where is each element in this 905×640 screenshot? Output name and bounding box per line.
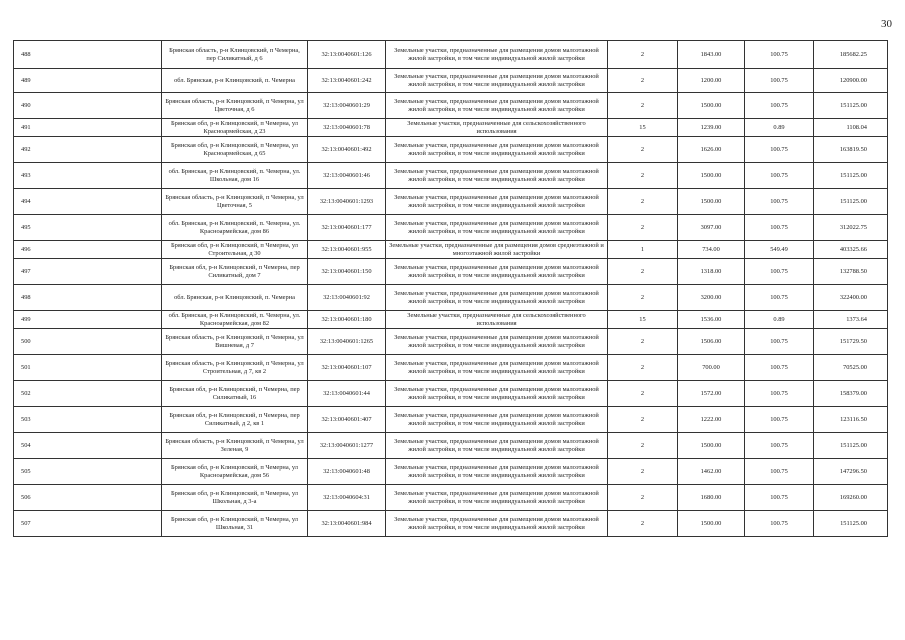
cadastral-value-cell: 151729.50 [814, 329, 888, 355]
row-number-cell: 496 [14, 241, 162, 259]
specific-value-cell: 0.89 [745, 119, 814, 137]
area-cell: 1500.00 [678, 93, 745, 119]
cadastral-number-cell: 32:13:0040601:1293 [308, 189, 386, 215]
category-code-cell: 2 [608, 137, 678, 163]
land-use-cell: Земельные участки, предназначенные для размещения домов малоэтажной жилой застройки, в том числе индивидуальной жилой застройки [386, 381, 608, 407]
category-code-cell: 2 [608, 93, 678, 119]
land-use-cell: Земельные участки, предназначенные для размещения домов среднеэтажной и многоэтажной жилой застройки [386, 241, 608, 259]
specific-value-cell: 100.75 [745, 459, 814, 485]
land-use-cell: Земельные участки, предназначенные для размещения домов малоэтажной жилой застройки, в том числе индивидуальной жилой застройки [386, 259, 608, 285]
land-use-cell: Земельные участки, предназначенные для размещения домов малоэтажной жилой застройки, в том числе индивидуальной жилой застройки [386, 329, 608, 355]
table-row [14, 93, 888, 119]
land-use-cell: Земельные участки, предназначенные для размещения домов малоэтажной жилой застройки, в том числе индивидуальной жилой застройки [386, 511, 608, 537]
cadastral-number-cell: 32:13:0040601:92 [308, 285, 386, 311]
land-registry-table [13, 40, 888, 537]
area-cell: 3200.00 [678, 285, 745, 311]
address-cell: обл. Брянская, р-н Клинцовский, п. Чемерна [162, 69, 308, 93]
cadastral-number-cell: 32:13:0040601:492 [308, 137, 386, 163]
area-cell: 1500.00 [678, 189, 745, 215]
address-cell: Брянская обл, р-н Клинцовский, п Чемерна, ул Красноармейская, д 65 [162, 137, 308, 163]
specific-value-cell: 100.75 [745, 355, 814, 381]
address-cell: Брянская обл, р-н Клинцовский, п Чемерна, пер Силикатный, 16 [162, 381, 308, 407]
specific-value-cell: 100.75 [745, 381, 814, 407]
specific-value-cell: 100.75 [745, 407, 814, 433]
table-row [14, 459, 888, 485]
row-number-cell: 498 [14, 285, 162, 311]
land-use-cell: Земельные участки, предназначенные для размещения домов малоэтажной жилой застройки, в том числе индивидуальной жилой застройки [386, 285, 608, 311]
area-cell: 1462.00 [678, 459, 745, 485]
table-row [14, 381, 888, 407]
address-cell: обл. Брянская, р-н Клинцовский, п. Чемерна, ул. Школьная, дом 16 [162, 163, 308, 189]
land-use-cell: Земельные участки, предназначенные для размещения домов малоэтажной жилой застройки, в том числе индивидуальной жилой застройки [386, 485, 608, 511]
category-code-cell: 2 [608, 285, 678, 311]
area-cell: 1318.00 [678, 259, 745, 285]
category-code-cell: 2 [608, 189, 678, 215]
row-number-cell: 505 [14, 459, 162, 485]
land-use-cell: Земельные участки, предназначенные для размещения домов малоэтажной жилой застройки, в том числе индивидуальной жилой застройки [386, 355, 608, 381]
category-code-cell: 2 [608, 41, 678, 69]
category-code-cell: 2 [608, 69, 678, 93]
specific-value-cell: 0.89 [745, 311, 814, 329]
land-use-cell: Земельные участки, предназначенные для размещения домов малоэтажной жилой застройки, в том числе индивидуальной жилой застройки [386, 69, 608, 93]
table-row [14, 189, 888, 215]
cadastral-value-cell: 151125.00 [814, 433, 888, 459]
table-row [14, 311, 888, 329]
table-row [14, 241, 888, 259]
cadastral-number-cell: 32:13:0040601:1265 [308, 329, 386, 355]
specific-value-cell: 100.75 [745, 69, 814, 93]
address-cell: Брянская область, р-н Клинцовский, п Чемерна, ул Цветочная, д 6 [162, 93, 308, 119]
row-number-cell: 488 [14, 41, 162, 69]
address-cell: Брянская обл, р-н Клинцовский, п Чемерна, ул Школьная, 31 [162, 511, 308, 537]
address-cell: Брянская обл, р-н Клинцовский, п Чемерна, ул Красноармейская, дом 56 [162, 459, 308, 485]
cadastral-number-cell: 32:13:0040601:48 [308, 459, 386, 485]
cadastral-value-cell: 151125.00 [814, 511, 888, 537]
category-code-cell: 1 [608, 241, 678, 259]
row-number-cell: 495 [14, 215, 162, 241]
cadastral-number-cell: 32:13:0040601:29 [308, 93, 386, 119]
cadastral-number-cell: 32:13:0040601:242 [308, 69, 386, 93]
table-row [14, 433, 888, 459]
row-number-cell: 500 [14, 329, 162, 355]
cadastral-value-cell: 151125.00 [814, 93, 888, 119]
category-code-cell: 2 [608, 259, 678, 285]
cadastral-value-cell: 312022.75 [814, 215, 888, 241]
address-cell: Брянская область, р-н Клинцовский, п Чемерна, ул Строительная, д 7, кв 2 [162, 355, 308, 381]
land-use-cell: Земельные участки, предназначенные для размещения домов малоэтажной жилой застройки, в том числе индивидуальной жилой застройки [386, 215, 608, 241]
address-cell: обл. Брянская, р-н Клинцовский, п. Чемерна, ул. Красноармейская, дом 86 [162, 215, 308, 241]
specific-value-cell: 100.75 [745, 215, 814, 241]
address-cell: Брянская обл, р-н Клинцовский, п Чемерна, ул Школьная, д 3-а [162, 485, 308, 511]
land-use-cell: Земельные участки, предназначенные для размещения домов малоэтажной жилой застройки, в том числе индивидуальной жилой застройки [386, 137, 608, 163]
specific-value-cell: 549.49 [745, 241, 814, 259]
row-number-cell: 490 [14, 93, 162, 119]
cadastral-value-cell: 123116.50 [814, 407, 888, 433]
cadastral-value-cell: 120900.00 [814, 69, 888, 93]
cadastral-number-cell: 32:13:0040601:180 [308, 311, 386, 329]
address-cell: обл. Брянская, р-н Клинцовский, п. Чемерна, ул. Красноармейская, дом 82 [162, 311, 308, 329]
specific-value-cell: 100.75 [745, 93, 814, 119]
specific-value-cell: 100.75 [745, 329, 814, 355]
specific-value-cell: 100.75 [745, 137, 814, 163]
table-row [14, 163, 888, 189]
cadastral-number-cell: 32:13:0040601:177 [308, 215, 386, 241]
area-cell: 1680.00 [678, 485, 745, 511]
cadastral-value-cell: 151125.00 [814, 189, 888, 215]
address-cell: Брянская обл, р-н Клинцовский, п Чемерна, ул Строительная, д 30 [162, 241, 308, 259]
table-row [14, 285, 888, 311]
address-cell: Брянская обл, р-н Клинцовский, п Чемерна, пер Силикатный, дом 7 [162, 259, 308, 285]
cadastral-value-cell: 151125.00 [814, 163, 888, 189]
cadastral-value-cell: 158379.00 [814, 381, 888, 407]
table-row [14, 407, 888, 433]
land-use-cell: Земельные участки, предназначенные для сельскохозяйственного использования [386, 311, 608, 329]
cadastral-value-cell: 322400.00 [814, 285, 888, 311]
area-cell: 1500.00 [678, 433, 745, 459]
table-row [14, 511, 888, 537]
specific-value-cell: 100.75 [745, 189, 814, 215]
category-code-cell: 2 [608, 381, 678, 407]
cadastral-value-cell: 163819.50 [814, 137, 888, 163]
land-use-cell: Земельные участки, предназначенные для размещения домов малоэтажной жилой застройки, в том числе индивидуальной жилой застройки [386, 407, 608, 433]
row-number-cell: 492 [14, 137, 162, 163]
address-cell: Брянская область, р-н Клинцовский, п Чемерна, пер Силикатный, д 6 [162, 41, 308, 69]
area-cell: 1500.00 [678, 511, 745, 537]
cadastral-number-cell: 32:13:0040601:126 [308, 41, 386, 69]
table-row [14, 355, 888, 381]
cadastral-number-cell: 32:13:0040601:407 [308, 407, 386, 433]
row-number-cell: 506 [14, 485, 162, 511]
row-number-cell: 494 [14, 189, 162, 215]
specific-value-cell: 100.75 [745, 259, 814, 285]
area-cell: 3097.00 [678, 215, 745, 241]
area-cell: 1200.00 [678, 69, 745, 93]
cadastral-number-cell: 32:13:0040601:150 [308, 259, 386, 285]
table-row [14, 329, 888, 355]
category-code-cell: 15 [608, 119, 678, 137]
category-code-cell: 2 [608, 355, 678, 381]
category-code-cell: 2 [608, 511, 678, 537]
category-code-cell: 2 [608, 329, 678, 355]
area-cell: 1222.00 [678, 407, 745, 433]
area-cell: 1506.00 [678, 329, 745, 355]
row-number-cell: 503 [14, 407, 162, 433]
area-cell: 1536.00 [678, 311, 745, 329]
cadastral-number-cell: 32:13:0040601:78 [308, 119, 386, 137]
cadastral-value-cell: 1108.04 [814, 119, 888, 137]
specific-value-cell: 100.75 [745, 41, 814, 69]
specific-value-cell: 100.75 [745, 511, 814, 537]
address-cell: Брянская обл, р-н Клинцовский, п Чемерна, ул Красноармейская, д 23 [162, 119, 308, 137]
row-number-cell: 504 [14, 433, 162, 459]
cadastral-value-cell: 1373.64 [814, 311, 888, 329]
specific-value-cell: 100.75 [745, 163, 814, 189]
address-cell: Брянская область, р-н Клинцовский, п Чемерна, ул Цветочная, 5 [162, 189, 308, 215]
area-cell: 1239.00 [678, 119, 745, 137]
category-code-cell: 2 [608, 163, 678, 189]
cadastral-value-cell: 70525.00 [814, 355, 888, 381]
cadastral-value-cell: 403325.66 [814, 241, 888, 259]
specific-value-cell: 100.75 [745, 485, 814, 511]
row-number-cell: 493 [14, 163, 162, 189]
cadastral-value-cell: 185682.25 [814, 41, 888, 69]
address-cell: Брянская область, р-н Клинцовский, п Чемерна, ул Вишневая, д 7 [162, 329, 308, 355]
row-number-cell: 502 [14, 381, 162, 407]
cadastral-value-cell: 147296.50 [814, 459, 888, 485]
area-cell: 700.00 [678, 355, 745, 381]
category-code-cell: 2 [608, 215, 678, 241]
land-use-cell: Земельные участки, предназначенные для размещения домов малоэтажной жилой застройки, в том числе индивидуальной жилой застройки [386, 163, 608, 189]
table-row [14, 215, 888, 241]
row-number-cell: 507 [14, 511, 162, 537]
table-body [14, 41, 888, 537]
cadastral-number-cell: 32:13:0040601:984 [308, 511, 386, 537]
address-cell: Брянская область, р-н Клинцовский, п Чемерна, ул Зеленая, 9 [162, 433, 308, 459]
cadastral-value-cell: 169260.00 [814, 485, 888, 511]
cadastral-number-cell: 32:13:0040601:955 [308, 241, 386, 259]
table-row [14, 69, 888, 93]
area-cell: 1843.00 [678, 41, 745, 69]
specific-value-cell: 100.75 [745, 285, 814, 311]
row-number-cell: 497 [14, 259, 162, 285]
category-code-cell: 2 [608, 485, 678, 511]
cadastral-number-cell: 32:13:0040601:44 [308, 381, 386, 407]
cadastral-number-cell: 32:13:0040601:46 [308, 163, 386, 189]
cadastral-number-cell: 32:13:0040601:1277 [308, 433, 386, 459]
table-row [14, 41, 888, 69]
area-cell: 1626.00 [678, 137, 745, 163]
category-code-cell: 15 [608, 311, 678, 329]
category-code-cell: 2 [608, 407, 678, 433]
land-use-cell: Земельные участки, предназначенные для размещения домов малоэтажной жилой застройки, в том числе индивидуальной жилой застройки [386, 93, 608, 119]
area-cell: 1572.00 [678, 381, 745, 407]
category-code-cell: 2 [608, 459, 678, 485]
address-cell: Брянская обл, р-н Клинцовский, п Чемерна, пер Силикатный, д 2, кв 1 [162, 407, 308, 433]
land-use-cell: Земельные участки, предназначенные для сельскохозяйственного использования [386, 119, 608, 137]
table-row [14, 137, 888, 163]
category-code-cell: 2 [608, 433, 678, 459]
row-number-cell: 501 [14, 355, 162, 381]
land-use-cell: Земельные участки, предназначенные для размещения домов малоэтажной жилой застройки, в том числе индивидуальной жилой застройки [386, 41, 608, 69]
row-number-cell: 489 [14, 69, 162, 93]
page-number: 30 [881, 18, 892, 30]
table-row [14, 259, 888, 285]
row-number-cell: 499 [14, 311, 162, 329]
specific-value-cell: 100.75 [745, 433, 814, 459]
address-cell: обл. Брянская, р-н Клинцовский, п. Чемерна [162, 285, 308, 311]
area-cell: 1500.00 [678, 163, 745, 189]
cadastral-number-cell: 32:13:0040601:107 [308, 355, 386, 381]
land-use-cell: Земельные участки, предназначенные для размещения домов малоэтажной жилой застройки, в том числе индивидуальной жилой застройки [386, 459, 608, 485]
area-cell: 734.00 [678, 241, 745, 259]
cadastral-number-cell: 32:13:0040604:31 [308, 485, 386, 511]
cadastral-value-cell: 132788.50 [814, 259, 888, 285]
row-number-cell: 491 [14, 119, 162, 137]
table-row [14, 119, 888, 137]
land-use-cell: Земельные участки, предназначенные для размещения домов малоэтажной жилой застройки, в том числе индивидуальной жилой застройки [386, 433, 608, 459]
table-row [14, 485, 888, 511]
land-use-cell: Земельные участки, предназначенные для размещения домов малоэтажной жилой застройки, в том числе индивидуальной жилой застройки [386, 189, 608, 215]
